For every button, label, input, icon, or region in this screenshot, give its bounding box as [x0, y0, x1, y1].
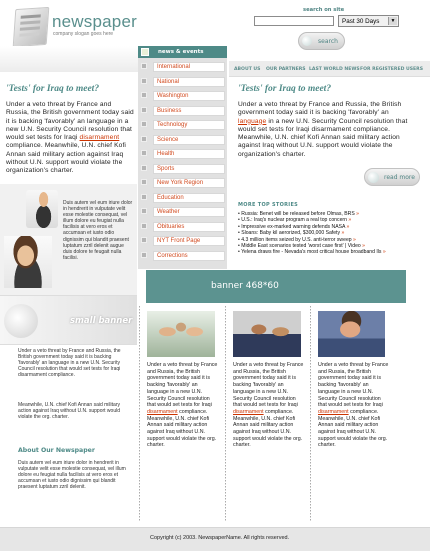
story-text-3: Under a veto threat by France and Russia, the British government today said it is backing 'favorably' an language in a new U.N. Security Council resolution that would set tests for Iraqi disarmament compliance. Meanwhile, U.N. chief Kofi Annan said military action against Iraq without U.N. support would violate the org. charter. — [318, 362, 389, 449]
nav-item-label: Education — [153, 193, 225, 203]
nav-item-business[interactable] — [138, 103, 227, 118]
sidebar-nav — [138, 58, 227, 269]
nav-item-science[interactable] — [138, 132, 227, 147]
nav-item-label: NYT Front Page — [153, 236, 225, 246]
bullet-icon — [141, 121, 147, 127]
story-text-2: Under a veto threat by France and Russia, the British government today said it is backing 'favorably' an language in a new U.N. Security Council resolution that would set tests for Iraqi disarmament compliance. Meanwhile, U.N. chief Kofi Annan said military action against Iraq without U.N. support would violate the org. charter. — [233, 362, 304, 449]
nav-item-weather[interactable] — [138, 204, 227, 219]
language-link[interactable]: language — [238, 117, 267, 125]
woman-photo — [4, 236, 52, 288]
nav-item-label: Weather — [153, 207, 225, 217]
logo-icon — [13, 7, 50, 47]
small-banner-label: small banner — [70, 316, 133, 326]
nav-item-corrections[interactable] — [138, 248, 227, 263]
story-link[interactable]: • Impressive ex-marked warning defends NASA » — [238, 223, 350, 230]
about-title[interactable]: About Our Newspaper — [18, 447, 95, 454]
nav-item-label: International — [153, 62, 225, 72]
nav-item-label: Health — [153, 149, 225, 159]
search-button[interactable] — [298, 32, 345, 50]
story-photo-man[interactable] — [318, 311, 385, 357]
nav-item-label: Obituaries — [153, 222, 225, 232]
nav-header-label: news & events — [158, 49, 204, 55]
nav-item-nyt-front-page[interactable] — [138, 233, 227, 248]
bullet-icon — [141, 165, 147, 171]
nav-item-international[interactable] — [138, 59, 227, 74]
column-divider — [139, 306, 140, 521]
disarmament-link[interactable]: disarmament — [233, 408, 264, 415]
column-divider — [225, 306, 226, 521]
left-article-headline[interactable]: 'Tests' for Iraq to meet? — [6, 84, 100, 94]
sidebar-text-1: Under a veto threat by France and Russia, the British government today said it is backing 'favorably' an language in a new U.N. Security Council resolution that would set tests for Iraqi disarmament compliance. — [18, 348, 121, 379]
disarmament-link[interactable]: disarmament — [147, 408, 178, 415]
read-more-label: read more — [384, 174, 415, 181]
read-more-button[interactable] — [364, 168, 420, 186]
bullet-icon — [141, 223, 147, 229]
nav-item-education[interactable] — [138, 190, 227, 205]
nav-item-national[interactable] — [138, 74, 227, 89]
nav-item-label: Washington — [153, 91, 225, 101]
more-top-stories-title: MORE TOP STORIES — [238, 202, 299, 208]
disarmament-link[interactable]: disarmament — [79, 134, 120, 142]
date-range-value: Past 30 Days — [342, 18, 380, 25]
story-link[interactable]: • U.S.: Iraq's nuclear program a real top concern » — [238, 217, 352, 224]
search-label: search on site — [303, 7, 345, 13]
nav-item-label: Science — [153, 135, 225, 145]
site-logo-title[interactable]: newspaper — [52, 12, 137, 31]
nav-item-label: Corrections — [153, 251, 225, 261]
ad-banner[interactable]: banner 468*60 — [146, 270, 406, 303]
bullet-icon — [141, 252, 147, 258]
bullet-icon — [141, 78, 147, 84]
search-button-label: search — [318, 38, 338, 45]
news-icon — [141, 48, 149, 56]
more-top-stories-list — [238, 211, 410, 256]
story-link[interactable]: • Sloans: Baby kil aerorized, $300,000 Safety » — [238, 230, 345, 237]
small-banner[interactable] — [0, 295, 137, 345]
nav-header — [138, 46, 227, 58]
column-divider — [310, 306, 311, 521]
banner-circle-icon — [4, 304, 38, 338]
bullet-icon — [141, 150, 147, 156]
about-text: Duis autem vel eum iriure dolor in hendrerit in vulputate velit esse molestie consequat, vel illum dolore eu feugiat nulla facilisis at vero eros et accumsan et iusto odio dignissim qui blandit praesent luptatum zzril delenit. — [18, 460, 126, 491]
bullet-icon — [141, 208, 147, 214]
story-text-1: Under a veto threat by France and Russia, the British government today said it is backing 'favorably' an language in a new U.N. Security Council resolution that would set tests for Iraqi disarmament compliance. Meanwhile, U.N. chief Kofi Annan said military action against Iraq without U.N. support would violate the org. charter. — [147, 362, 218, 449]
search-input[interactable] — [254, 16, 334, 26]
bullet-icon — [141, 92, 147, 98]
bullet-icon — [141, 136, 147, 142]
bullet-icon — [141, 63, 147, 69]
left-article-body: Under a veto threat by France and Russia, the British government today said it is backing 'favorably' an language in a new U.N. Security Council resolution that would set tests for Iraqi disarmament compliance. Meanwhile, U.N. chief Kofi Annan said military action against Iraq without U.N. support would violate the organization's charter. — [6, 101, 134, 175]
topnav-last-world-news[interactable]: LAST WORLD NEWS — [309, 67, 360, 72]
top-nav — [229, 61, 430, 77]
nav-item-obituaries[interactable] — [138, 219, 227, 234]
sidebar-text-2: Meanwhile, U.N. chief Kofi Annan said military action against Iraq without U.N. support would violate the org. charter. — [18, 402, 120, 421]
nav-item-label: National — [153, 77, 225, 87]
story-photo-people[interactable] — [233, 311, 301, 357]
sidebar-text: Duis autem vel eum iriure dolor in hendrerit in vulputate velit esse molestie consequat, vel illum dolore eu feugiat nulla facilisis at vero eros et accumsan et iusto odio dignissim qui blandit praesent luptatum zzril delenit augue duis dolore te feugait nulla facilisi. — [63, 200, 133, 261]
nav-item-new-york-region[interactable] — [138, 175, 227, 190]
chevron-down-icon: ▼ — [388, 17, 397, 25]
story-link[interactable]: • Yelena draws fire - Nevada's most critical house broadband Ils » — [238, 249, 386, 256]
bullet-icon — [141, 107, 147, 113]
main-article-headline[interactable]: 'Tests' for Iraq to meet? — [238, 84, 332, 94]
nav-item-technology[interactable] — [138, 117, 227, 132]
story-link[interactable]: • Middle East scenarios tested 'worst case first' | Video » — [238, 243, 365, 250]
arrow-icon — [368, 172, 379, 183]
topnav-registered-users[interactable]: FOR REGISTERED USERS — [360, 67, 424, 72]
copyright-text: Copyright (c) 2003. NewspaperName. All rights reserved. — [150, 535, 290, 541]
person-photo — [26, 190, 58, 228]
nav-item-label: New York Region — [153, 178, 225, 188]
nav-item-label: Technology — [153, 120, 225, 130]
nav-item-health[interactable] — [138, 146, 227, 161]
main-article-body: Under a veto threat by France and Russia, the British government today said it is backing 'favorably' an language in a new U.N. Security Council resolution that would set tests for Iraqi disarmament compliance. Meanwhile, U.N. chief Kofi Annan said military action against Iraq without U.N. support would violate the organization's charter. — [238, 101, 408, 158]
story-link[interactable]: • 4.3 million items seized by U.S. anti-terror sweep » — [238, 236, 356, 243]
disarmament-link[interactable]: disarmament — [318, 408, 349, 415]
nav-item-label: Sports — [153, 164, 225, 174]
story-link[interactable]: • Russia: Benet will be released before Olmas, BRS » — [238, 211, 359, 217]
bullet-icon — [141, 194, 147, 200]
story-photo-group[interactable] — [147, 311, 215, 357]
nav-item-washington[interactable] — [138, 88, 227, 103]
date-range-select[interactable] — [338, 15, 399, 27]
bullet-icon — [141, 237, 147, 243]
nav-item-sports[interactable] — [138, 161, 227, 176]
search-icon — [302, 36, 312, 46]
topnav-our-partners[interactable]: OUR PARTNERS — [266, 67, 306, 72]
topnav-about-us[interactable]: ABOUT US — [234, 67, 261, 72]
header-band — [0, 46, 138, 72]
footer — [0, 527, 430, 551]
site-slogan: company slogan goes here — [53, 31, 114, 37]
bullet-icon — [141, 179, 147, 185]
nav-item-label: Business — [153, 106, 225, 116]
